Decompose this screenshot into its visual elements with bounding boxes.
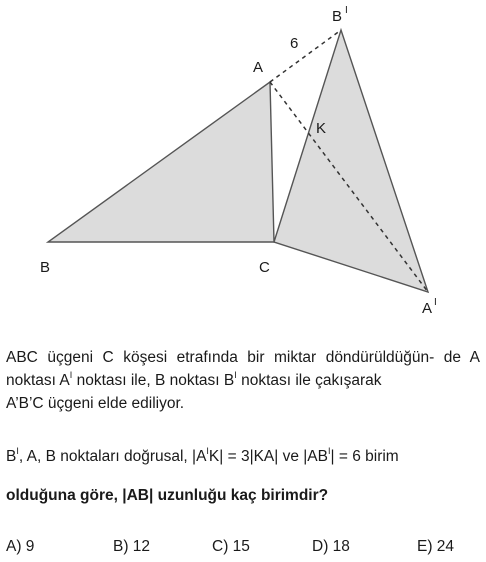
label-length-6: 6: [290, 35, 299, 52]
question-text: , A, B noktaları doğrusal, |A: [18, 448, 207, 465]
label-b-prime-mark: I: [345, 5, 348, 16]
option-e[interactable]: E) 24: [417, 538, 455, 555]
question-paragraph-1: [6, 346, 480, 415]
triangle-a-prime-b-prime-c: [274, 30, 428, 292]
question-text: noktası ile çakışarak: [236, 372, 382, 389]
question-text: ABC üçgeni C köşesi etrafında bir miktar döndürüldüğün-: [6, 349, 435, 366]
option-c[interactable]: C) 15: [212, 538, 250, 555]
question-paragraph-2: [6, 445, 480, 468]
label-a: A: [253, 59, 264, 76]
label-a-prime: A: [422, 300, 433, 317]
option-b[interactable]: B) 12: [113, 538, 151, 555]
prime-mark: I: [206, 446, 209, 456]
label-a-prime-mark: I: [434, 297, 437, 308]
question-text: | = 6 birim: [330, 448, 399, 465]
question-prompt: olduğuna göre, |AB| uzunluğu kaç birimdir?: [6, 487, 329, 504]
question-text: K| = 3|KA| ve |AB: [208, 448, 328, 465]
question-text: A’B’C üçgeni elde ediliyor.: [6, 395, 185, 412]
question-text: de A noktası A: [6, 349, 481, 389]
question-text: B: [6, 448, 17, 465]
label-c: C: [259, 259, 270, 276]
label-k: K: [316, 120, 327, 137]
prime-mark: I: [234, 370, 237, 380]
question-text: noktası ile, B noktası B: [72, 372, 235, 389]
triangle-abc: [48, 82, 274, 242]
prime-mark: I: [69, 370, 73, 380]
prime-mark: I: [328, 446, 331, 456]
label-b: B: [40, 259, 51, 276]
option-d[interactable]: D) 18: [312, 538, 350, 555]
label-b-prime: B: [332, 8, 343, 25]
prime-mark: I: [16, 446, 19, 456]
option-a[interactable]: A) 9: [6, 538, 35, 555]
